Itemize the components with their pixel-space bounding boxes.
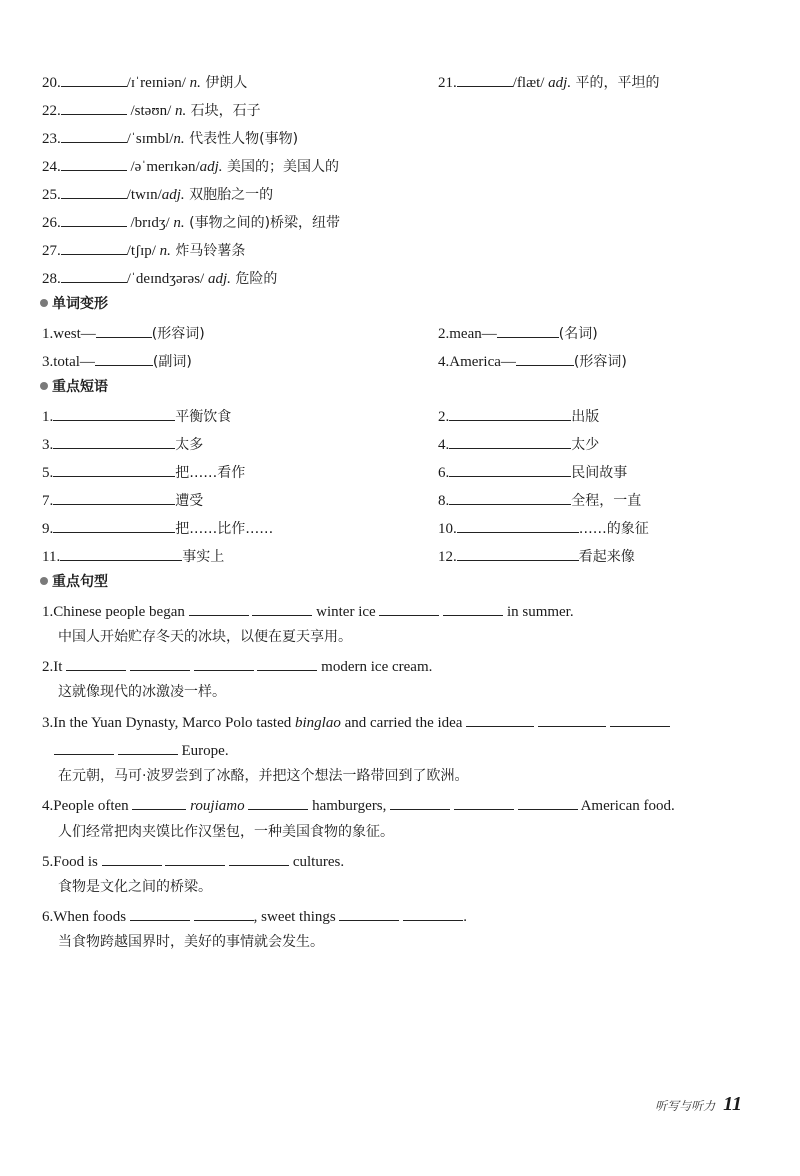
sentence-3-translation: 在元朝，马可·波罗尝到了冰酪，并把这个想法一路带回到了欧洲。 [58,768,469,784]
answer-blank[interactable] [443,600,503,616]
meaning: 平的，平坦的 [571,75,660,91]
phrase-12: 12. 看起来像 [438,545,635,567]
answer-blank[interactable] [61,155,127,171]
phonetic: /əˈmerɪkən/ [126,159,200,175]
sentence-3-continued: Europe. [54,739,229,761]
answer-blank[interactable] [538,711,606,727]
phrase-11: 11. 事实上 [42,545,224,567]
answer-blank[interactable] [66,655,126,671]
phonetic: /ɪˈreɪniən/ [126,75,190,91]
part-of-speech: adj. [548,75,572,91]
item-number: 24. [42,159,61,175]
vocab-item-20 [42,71,247,93]
meaning: 危险的 [230,271,278,287]
part-of-speech: adj. [199,159,223,175]
answer-blank[interactable] [449,433,571,449]
sentence-3: 3.In the Yuan Dynasty, Marco Polo tasted binglao and carried the idea [42,711,670,733]
phonetic: /twɪn/ [126,187,162,203]
sentence-4: 4.People often roujiamo hamburgers, American food. [42,794,675,816]
item-number: 27. [42,243,61,259]
answer-blank[interactable] [61,183,127,199]
answer-blank[interactable] [248,794,308,810]
vocab-item-27 [42,239,245,261]
meaning: 双胞胎之一的 [184,187,274,203]
answer-blank[interactable] [53,517,175,533]
answer-blank[interactable] [457,71,513,87]
answer-blank[interactable] [454,794,514,810]
answer-blank[interactable] [403,905,463,921]
answer-blank[interactable] [449,489,571,505]
part-of-speech: adj. [207,271,231,287]
bullet-icon [40,382,48,390]
footer-label: 听写与听力 [655,1099,716,1113]
word-form-4: 4.America— (形容词) [438,350,627,372]
sentence-6: 6.When foods , sweet things . [42,905,467,927]
answer-blank[interactable] [61,99,127,115]
item-number: 23. [42,131,61,147]
sentence-1-translation: 中国人开始贮存冬天的冰块，以便在夏天享用。 [58,629,352,645]
item-number: 28. [42,271,61,287]
vocab-item-25 [42,183,273,205]
sentence-2-translation: 这就像现代的冰激凌一样。 [58,684,226,700]
answer-blank[interactable] [516,350,574,366]
answer-blank[interactable] [130,655,190,671]
answer-blank[interactable] [379,600,439,616]
meaning: 代表性人物(事物) [184,131,299,147]
answer-blank[interactable] [53,461,175,477]
phrase-1: 1. 平衡饮食 [42,405,231,427]
phrase-6: 6. 民间故事 [438,461,627,483]
item-number: 25. [42,187,61,203]
meaning: (事物之间的)桥梁，纽带 [184,215,341,231]
answer-blank[interactable] [610,711,670,727]
part-of-speech: n. [189,75,201,91]
part-of-speech: n. [173,131,185,147]
bullet-icon [40,577,48,585]
answer-blank[interactable] [132,794,186,810]
meaning: 美国的；美国人的 [222,159,340,175]
answer-blank[interactable] [118,739,178,755]
item-number: 26. [42,215,61,231]
answer-blank[interactable] [497,322,559,338]
vocab-item-24 [42,155,339,177]
answer-blank[interactable] [54,739,114,755]
sentence-4-translation: 人们经常把肉夹馍比作汉堡包，一种美国食物的象征。 [58,824,394,840]
answer-blank[interactable] [165,850,225,866]
answer-blank[interactable] [61,211,127,227]
answer-blank[interactable] [390,794,450,810]
vocab-item-26 [42,211,340,233]
answer-blank[interactable] [194,905,254,921]
item-number: 20. [42,75,61,91]
meaning: 伊朗人 [200,75,248,91]
answer-blank[interactable] [518,794,578,810]
vocab-item-28 [42,267,277,289]
sentence-1: 1.Chinese people began winter ice in summer. [42,600,574,622]
item-number: 22. [42,103,61,119]
answer-blank[interactable] [61,267,127,283]
page-number: 11 [723,1093,742,1115]
answer-blank[interactable] [457,517,579,533]
answer-blank[interactable] [257,655,317,671]
part-of-speech: adj. [161,187,185,203]
sentence-5: 5.Food is cultures. [42,850,344,872]
sentence-5-translation: 食物是文化之间的桥梁。 [58,879,212,895]
phrase-4: 4. 太少 [438,433,599,455]
answer-blank[interactable] [61,127,127,143]
answer-blank[interactable] [194,655,254,671]
answer-blank[interactable] [189,600,249,616]
section-heading-key-sentences: 重点句型 [40,572,108,592]
item-number: 21. [438,75,457,91]
answer-blank[interactable] [457,545,579,561]
answer-blank[interactable] [449,405,571,421]
word-form-3: 3.total— (副词) [42,350,192,372]
answer-blank[interactable] [95,350,153,366]
phrase-10: 10. ……的象征 [438,517,649,539]
section-heading-key-phrases: 重点短语 [40,377,108,397]
answer-blank[interactable] [466,711,534,727]
word-form-2: 2.mean— (名词) [438,322,598,344]
vocab-item-23 [42,127,298,149]
phrase-7: 7. 遭受 [42,489,203,511]
phrase-2: 2. 出版 [438,405,599,427]
part-of-speech: n. [173,215,185,231]
answer-blank[interactable] [229,850,289,866]
vocab-item-21 [438,71,660,93]
answer-blank[interactable] [60,545,182,561]
sentence-6-translation: 当食物跨越国界时，美好的事情就会发生。 [58,934,324,950]
part-of-speech: n. [159,243,171,259]
phrase-5: 5. 把……看作 [42,461,245,483]
phrase-3: 3. 太多 [42,433,203,455]
vocab-item-22 [42,99,261,121]
phonetic: /brɪdʒ/ [126,215,174,231]
meaning: 炸马铃薯条 [170,243,246,259]
answer-blank[interactable] [96,322,152,338]
phrase-9: 9. 把……比作…… [42,517,273,539]
answer-blank[interactable] [53,489,175,505]
part-of-speech: n. [174,103,187,119]
answer-blank[interactable] [102,850,162,866]
phonetic: /tʃɪp/ [126,243,160,259]
phonetic: /ˈdeɪndʒərəs/ [126,271,208,287]
answer-blank[interactable] [53,405,175,421]
page-footer [655,1093,742,1116]
meaning: 石块，石子 [186,103,261,119]
phonetic: /flæt/ [512,75,549,91]
word-form-1: 1.west— (形容词) [42,322,205,344]
bullet-icon [40,299,48,307]
answer-blank[interactable] [53,433,175,449]
answer-blank[interactable] [252,600,312,616]
answer-blank[interactable] [61,71,127,87]
phonetic: /stəʊn/ [126,103,175,119]
answer-blank[interactable] [449,461,571,477]
phonetic: /ˈsɪmbl/ [126,131,174,147]
answer-blank[interactable] [61,239,127,255]
phrase-8: 8. 全程，一直 [438,489,641,511]
answer-blank[interactable] [130,905,190,921]
sentence-2: 2.It modern ice cream. [42,655,432,677]
answer-blank[interactable] [339,905,399,921]
section-heading-word-forms: 单词变形 [40,294,108,314]
